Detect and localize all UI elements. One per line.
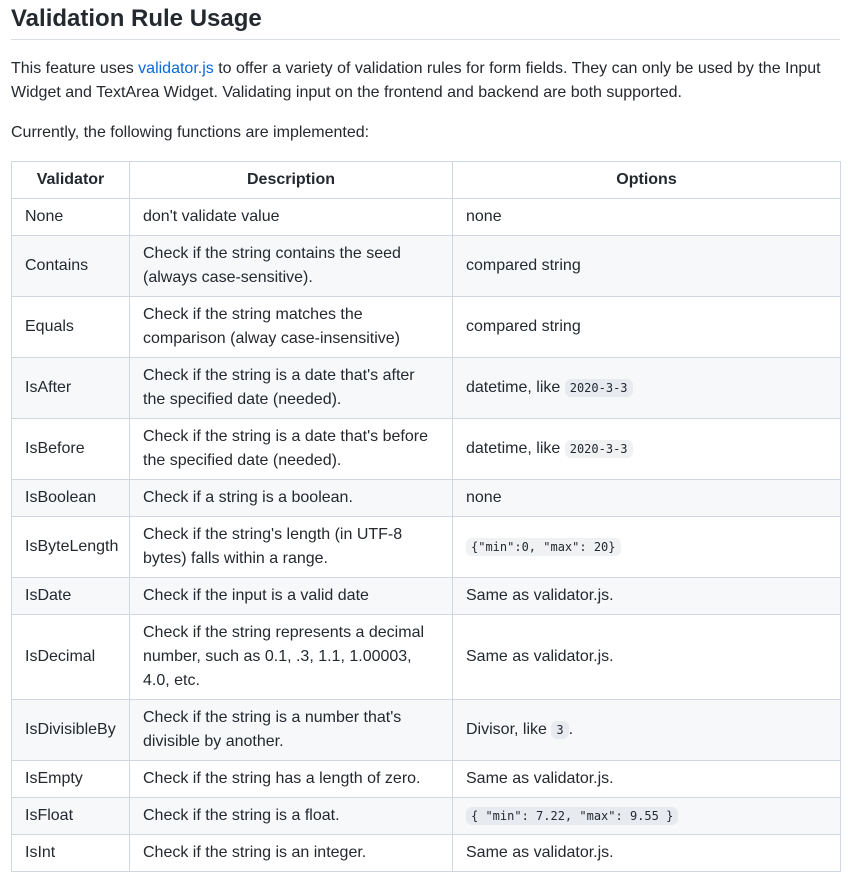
options-cell: [453, 798, 841, 835]
option-text: Same as validator.js.: [466, 648, 614, 665]
header-description: Description: [130, 162, 453, 199]
description-cell: Check if the string is a number that's divisible by another.: [130, 700, 453, 761]
options-cell: [453, 517, 841, 578]
table-row: [12, 798, 841, 835]
description-cell: Check if the string contains the seed (always case-sensitive).: [130, 236, 453, 297]
options-cell: [453, 236, 841, 297]
option-text: Same as validator.js.: [466, 587, 614, 604]
option-text: none: [466, 489, 502, 506]
description-cell: Check if the input is a valid date: [130, 578, 453, 615]
table-row: [12, 419, 841, 480]
validator-cell: IsDivisibleBy: [12, 700, 130, 761]
table-row: [12, 236, 841, 297]
option-code: { "min": 7.22, "max": 9.55 }: [466, 807, 678, 825]
table-row: [12, 578, 841, 615]
description-cell: Check if the string is an integer.: [130, 835, 453, 872]
description-cell: Check if the string matches the comparison (alway case-insensitive): [130, 297, 453, 358]
option-text: datetime, like: [466, 440, 565, 457]
description-cell: Check if the string represents a decimal number, such as 0.1, .3, 1.1, 1.00003, 4.0, etc.: [130, 615, 453, 700]
description-cell: Check if the string is a date that's after the specified date (needed).: [130, 358, 453, 419]
description-cell: Check if the string's length (in UTF-8 bytes) falls within a range.: [130, 517, 453, 578]
table-row: [12, 480, 841, 517]
options-cell: [453, 480, 841, 517]
options-cell: [453, 419, 841, 480]
option-text: datetime, like: [466, 379, 565, 396]
table-body: [12, 199, 841, 872]
validator-cell: IsAfter: [12, 358, 130, 419]
option-text: Same as validator.js.: [466, 770, 614, 787]
option-text: compared string: [466, 257, 581, 274]
table-row: [12, 517, 841, 578]
intro-suffix: to offer a variety of validation rules for form fields. They can only be used by the Input Widget and TextArea Widget. Validating input on the frontend and backend are both supported.: [11, 60, 821, 101]
options-cell: [453, 761, 841, 798]
options-cell: [453, 297, 841, 358]
description-cell: Check if the string has a length of zero.: [130, 761, 453, 798]
validator-cell: IsBefore: [12, 419, 130, 480]
option-code: 2020-3-3: [565, 440, 633, 458]
options-cell: [453, 199, 841, 236]
option-text: none: [466, 208, 502, 225]
table-header-row: [12, 162, 841, 199]
current-functions-paragraph: Currently, the following functions are implemented:: [11, 124, 370, 141]
intro-prefix: This feature uses: [11, 60, 139, 77]
options-cell: [453, 358, 841, 419]
validator-cell: None: [12, 199, 130, 236]
validators-table: [11, 161, 841, 872]
options-cell: [453, 700, 841, 761]
validator-cell: IsInt: [12, 835, 130, 872]
table-row: [12, 700, 841, 761]
validator-cell: IsByteLength: [12, 517, 130, 578]
options-cell: [453, 835, 841, 872]
header-options: Options: [453, 162, 841, 199]
validator-cell: IsDecimal: [12, 615, 130, 700]
validator-cell: IsDate: [12, 578, 130, 615]
options-cell: [453, 578, 841, 615]
page-title: Validation Rule Usage: [11, 0, 840, 40]
option-code: 3: [551, 721, 568, 739]
table-row: [12, 358, 841, 419]
table-row: [12, 199, 841, 236]
option-code: 2020-3-3: [565, 379, 633, 397]
validator-cell: IsEmpty: [12, 761, 130, 798]
header-validator: Validator: [12, 162, 130, 199]
table-row: [12, 297, 841, 358]
validator-cell: Contains: [12, 236, 130, 297]
option-text: Same as validator.js.: [466, 844, 614, 861]
description-cell: don't validate value: [130, 199, 453, 236]
option-suffix: .: [568, 721, 574, 738]
table-row: [12, 835, 841, 872]
validator-cell: IsBoolean: [12, 480, 130, 517]
options-cell: [453, 615, 841, 700]
table-row: [12, 615, 841, 700]
option-text: Divisor, like: [466, 721, 552, 738]
validator-js-link[interactable]: validator.js: [138, 60, 214, 77]
option-code: {"min":0, "max": 20}: [466, 538, 621, 556]
description-cell: Check if the string is a float.: [130, 798, 453, 835]
validator-cell: Equals: [12, 297, 130, 358]
table-row: [12, 761, 841, 798]
option-text: compared string: [466, 318, 581, 335]
intro-paragraph: [11, 57, 840, 105]
description-cell: Check if a string is a boolean.: [130, 480, 453, 517]
description-cell: Check if the string is a date that's before the specified date (needed).: [130, 419, 453, 480]
validator-cell: IsFloat: [12, 798, 130, 835]
